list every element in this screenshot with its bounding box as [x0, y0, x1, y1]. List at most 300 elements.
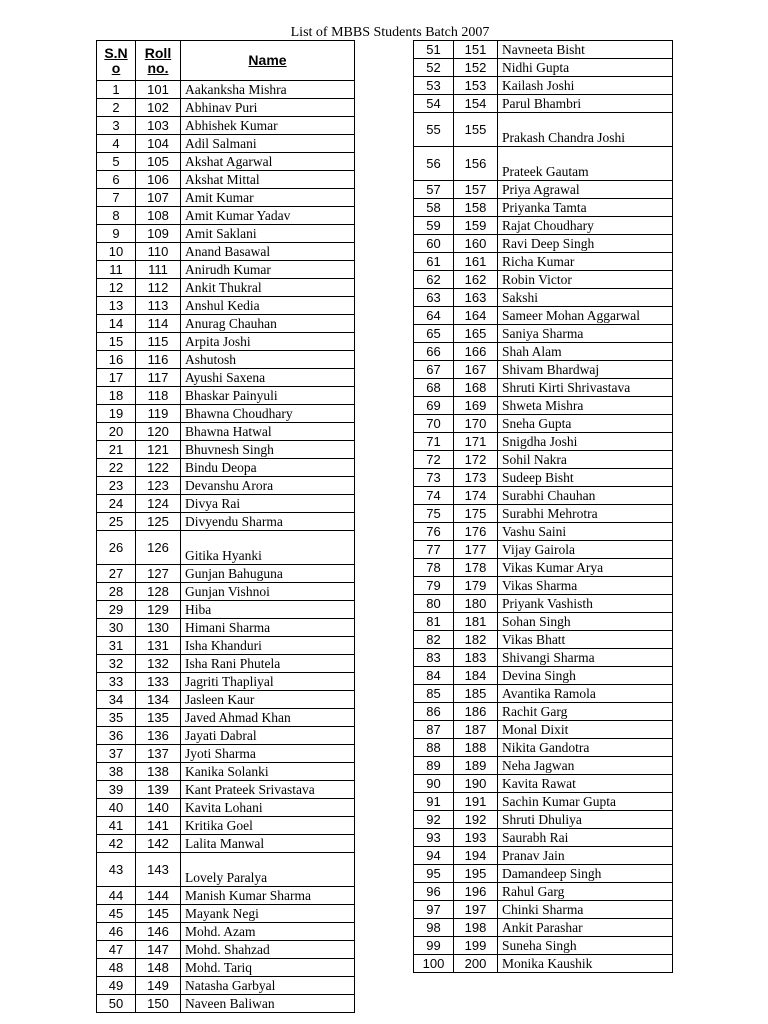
table-row — [414, 559, 673, 577]
table-row — [414, 361, 673, 379]
serial-number-cell: 28 — [97, 583, 136, 601]
student-name-cell: Sohil Nakra — [498, 451, 673, 469]
serial-number-cell: 71 — [414, 433, 454, 451]
serial-number-cell: 47 — [97, 941, 136, 959]
roll-number-cell: 149 — [136, 977, 181, 995]
table-row — [97, 189, 355, 207]
serial-number-cell: 18 — [97, 387, 136, 405]
serial-number-cell: 65 — [414, 325, 454, 343]
student-name-cell: Amit Kumar Yadav — [181, 207, 355, 225]
table-row — [97, 673, 355, 691]
roll-number-cell: 129 — [136, 601, 181, 619]
student-name-cell: Rachit Garg — [498, 703, 673, 721]
student-name-cell: Kavita Rawat — [498, 775, 673, 793]
serial-number-cell: 93 — [414, 829, 454, 847]
student-name-cell: Akshat Agarwal — [181, 153, 355, 171]
serial-number-cell: 13 — [97, 297, 136, 315]
student-name-cell: Kritika Goel — [181, 817, 355, 835]
student-name-cell: Sameer Mohan Aggarwal — [498, 307, 673, 325]
table-row — [97, 835, 355, 853]
page-title: List of MBBS Students Batch 2007 — [290, 25, 490, 40]
roll-number-cell: 157 — [454, 181, 498, 199]
serial-number-cell: 72 — [414, 451, 454, 469]
student-name-cell: Rahul Garg — [498, 883, 673, 901]
serial-number-cell: 97 — [414, 901, 454, 919]
roll-number-cell: 167 — [454, 361, 498, 379]
table-row — [414, 289, 673, 307]
roll-number-cell: 145 — [136, 905, 181, 923]
roll-number-cell: 126 — [136, 531, 181, 565]
roll-number-cell: 102 — [136, 99, 181, 117]
student-name-cell: Robin Victor — [498, 271, 673, 289]
table-row — [414, 217, 673, 235]
table-row — [97, 763, 355, 781]
student-name-cell: Neha Jagwan — [498, 757, 673, 775]
student-name-cell: Devanshu Arora — [181, 477, 355, 495]
roll-number-cell: 141 — [136, 817, 181, 835]
serial-number-cell: 5 — [97, 153, 136, 171]
student-name-cell: Anshul Kedia — [181, 297, 355, 315]
student-name-cell: Nidhi Gupta — [498, 59, 673, 77]
serial-number-cell: 77 — [414, 541, 454, 559]
roll-number-cell: 133 — [136, 673, 181, 691]
table-row — [97, 279, 355, 297]
serial-number-cell: 19 — [97, 405, 136, 423]
roll-number-cell: 186 — [454, 703, 498, 721]
roll-number-cell: 193 — [454, 829, 498, 847]
table-row — [414, 793, 673, 811]
student-name-cell: Sachin Kumar Gupta — [498, 793, 673, 811]
student-name-cell: Sakshi — [498, 289, 673, 307]
student-name-cell: Shweta Mishra — [498, 397, 673, 415]
roll-number-cell: 122 — [136, 459, 181, 477]
student-name-cell: Javed Ahmad Khan — [181, 709, 355, 727]
student-name-cell: Aakanksha Mishra — [181, 81, 355, 99]
table-row — [97, 153, 355, 171]
header-sno — [97, 41, 136, 81]
roll-number-cell: 144 — [136, 887, 181, 905]
serial-number-cell: 89 — [414, 757, 454, 775]
roll-number-cell: 101 — [136, 81, 181, 99]
roll-number-cell: 119 — [136, 405, 181, 423]
student-name-cell: Prakash Chandra Joshi — [498, 113, 673, 147]
serial-number-cell: 17 — [97, 369, 136, 387]
student-name-cell: Priyanka Tamta — [498, 199, 673, 217]
students-table-left — [96, 40, 355, 1013]
student-name-cell: Manish Kumar Sharma — [181, 887, 355, 905]
table-row — [414, 685, 673, 703]
roll-number-cell: 194 — [454, 847, 498, 865]
table-row — [414, 433, 673, 451]
student-name-cell: Gitika Hyanki — [181, 531, 355, 565]
roll-number-cell: 175 — [454, 505, 498, 523]
student-name-cell: Suneha Singh — [498, 937, 673, 955]
table-row — [414, 883, 673, 901]
roll-number-cell: 137 — [136, 745, 181, 763]
student-name-cell: Amit Saklani — [181, 225, 355, 243]
table-row — [414, 667, 673, 685]
serial-number-cell: 66 — [414, 343, 454, 361]
roll-number-cell: 161 — [454, 253, 498, 271]
student-name-cell: Saniya Sharma — [498, 325, 673, 343]
student-name-cell: Nikita Gandotra — [498, 739, 673, 757]
table-row — [414, 595, 673, 613]
roll-number-cell: 111 — [136, 261, 181, 279]
serial-number-cell: 59 — [414, 217, 454, 235]
roll-number-cell: 123 — [136, 477, 181, 495]
roll-number-cell: 159 — [454, 217, 498, 235]
serial-number-cell: 37 — [97, 745, 136, 763]
table-row — [414, 649, 673, 667]
serial-number-cell: 95 — [414, 865, 454, 883]
roll-number-cell: 181 — [454, 613, 498, 631]
student-name-cell: Mohd. Shahzad — [181, 941, 355, 959]
student-name-cell: Bhuvnesh Singh — [181, 441, 355, 459]
serial-number-cell: 24 — [97, 495, 136, 513]
table-row — [414, 739, 673, 757]
table-row — [414, 307, 673, 325]
table-row — [97, 799, 355, 817]
table-row — [97, 315, 355, 333]
serial-number-cell: 70 — [414, 415, 454, 433]
roll-number-cell: 190 — [454, 775, 498, 793]
serial-number-cell: 55 — [414, 113, 454, 147]
student-name-cell: Isha Khanduri — [181, 637, 355, 655]
serial-number-cell: 50 — [97, 995, 136, 1013]
serial-number-cell: 20 — [97, 423, 136, 441]
student-name-cell: Anurag Chauhan — [181, 315, 355, 333]
table-row — [97, 601, 355, 619]
roll-number-cell: 135 — [136, 709, 181, 727]
roll-number-cell: 165 — [454, 325, 498, 343]
table-row — [97, 513, 355, 531]
serial-number-cell: 22 — [97, 459, 136, 477]
roll-number-cell: 121 — [136, 441, 181, 459]
table-row — [414, 325, 673, 343]
serial-number-cell: 75 — [414, 505, 454, 523]
serial-number-cell: 98 — [414, 919, 454, 937]
serial-number-cell: 16 — [97, 351, 136, 369]
table-row — [97, 583, 355, 601]
student-name-cell: Bindu Deopa — [181, 459, 355, 477]
roll-number-cell: 179 — [454, 577, 498, 595]
serial-number-cell: 83 — [414, 649, 454, 667]
student-name-cell: Bhaskar Painyuli — [181, 387, 355, 405]
student-name-cell: Vikas Kumar Arya — [498, 559, 673, 577]
serial-number-cell: 100 — [414, 955, 454, 973]
table-row — [414, 919, 673, 937]
student-name-cell: Kavita Lohani — [181, 799, 355, 817]
student-name-cell: Jayati Dabral — [181, 727, 355, 745]
roll-number-cell: 191 — [454, 793, 498, 811]
serial-number-cell: 96 — [414, 883, 454, 901]
serial-number-cell: 45 — [97, 905, 136, 923]
serial-number-cell: 82 — [414, 631, 454, 649]
serial-number-cell: 15 — [97, 333, 136, 351]
roll-number-cell: 125 — [136, 513, 181, 531]
table-row — [414, 271, 673, 289]
serial-number-cell: 52 — [414, 59, 454, 77]
table-row — [97, 781, 355, 799]
roll-number-cell: 196 — [454, 883, 498, 901]
table-row — [97, 441, 355, 459]
student-name-cell: Gunjan Bahuguna — [181, 565, 355, 583]
table-row — [414, 901, 673, 919]
serial-number-cell: 88 — [414, 739, 454, 757]
roll-number-cell: 115 — [136, 333, 181, 351]
serial-number-cell: 64 — [414, 307, 454, 325]
table-row — [97, 817, 355, 835]
table-row — [97, 709, 355, 727]
student-name-cell: Amit Kumar — [181, 189, 355, 207]
student-name-cell: Gunjan Vishnoi — [181, 583, 355, 601]
student-name-cell: Mohd. Azam — [181, 923, 355, 941]
student-name-cell: Shivangi Sharma — [498, 649, 673, 667]
roll-number-cell: 103 — [136, 117, 181, 135]
roll-number-cell: 185 — [454, 685, 498, 703]
roll-number-cell: 152 — [454, 59, 498, 77]
serial-number-cell: 35 — [97, 709, 136, 727]
roll-number-cell: 172 — [454, 451, 498, 469]
roll-number-cell: 132 — [136, 655, 181, 673]
serial-number-cell: 86 — [414, 703, 454, 721]
student-name-cell: Sohan Singh — [498, 613, 673, 631]
student-name-cell: Isha Rani Phutela — [181, 655, 355, 673]
roll-number-cell: 143 — [136, 853, 181, 887]
student-name-cell: Parul Bhambri — [498, 95, 673, 113]
serial-number-cell: 91 — [414, 793, 454, 811]
table-row — [414, 113, 673, 147]
roll-number-cell: 127 — [136, 565, 181, 583]
serial-number-cell: 81 — [414, 613, 454, 631]
serial-number-cell: 23 — [97, 477, 136, 495]
roll-number-cell: 153 — [454, 77, 498, 95]
student-name-cell: Shivam Bhardwaj — [498, 361, 673, 379]
student-name-cell: Abhinav Puri — [181, 99, 355, 117]
serial-number-cell: 44 — [97, 887, 136, 905]
student-name-cell: Sneha Gupta — [498, 415, 673, 433]
roll-number-cell: 177 — [454, 541, 498, 559]
table-row — [97, 727, 355, 745]
table-row — [414, 451, 673, 469]
serial-number-cell: 36 — [97, 727, 136, 745]
table-row — [97, 405, 355, 423]
serial-number-cell: 53 — [414, 77, 454, 95]
roll-number-cell: 116 — [136, 351, 181, 369]
roll-number-cell: 106 — [136, 171, 181, 189]
serial-number-cell: 11 — [97, 261, 136, 279]
student-name-cell: Devina Singh — [498, 667, 673, 685]
roll-number-cell: 134 — [136, 691, 181, 709]
table-row — [414, 955, 673, 973]
serial-number-cell: 6 — [97, 171, 136, 189]
table-row — [97, 351, 355, 369]
table-row — [97, 261, 355, 279]
serial-number-cell: 43 — [97, 853, 136, 887]
student-name-cell: Divyendu Sharma — [181, 513, 355, 531]
student-name-cell: Ankit Thukral — [181, 279, 355, 297]
table-row — [414, 613, 673, 631]
student-name-cell: Anirudh Kumar — [181, 261, 355, 279]
table-row — [97, 207, 355, 225]
student-name-cell: Bhawna Choudhary — [181, 405, 355, 423]
student-name-cell: Avantika Ramola — [498, 685, 673, 703]
header-roll-line1: Roll — [144, 44, 172, 61]
roll-number-cell: 112 — [136, 279, 181, 297]
student-name-cell: Ankit Parashar — [498, 919, 673, 937]
table-row — [414, 147, 673, 181]
header-roll — [136, 41, 181, 81]
roll-number-cell: 105 — [136, 153, 181, 171]
serial-number-cell: 42 — [97, 835, 136, 853]
serial-number-cell: 80 — [414, 595, 454, 613]
table-row — [97, 135, 355, 153]
serial-number-cell: 57 — [414, 181, 454, 199]
roll-number-cell: 200 — [454, 955, 498, 973]
table-row — [97, 655, 355, 673]
table-row — [414, 199, 673, 217]
roll-number-cell: 192 — [454, 811, 498, 829]
roll-number-cell: 164 — [454, 307, 498, 325]
student-name-cell: Sudeep Bisht — [498, 469, 673, 487]
table-row — [97, 243, 355, 261]
table-row — [414, 811, 673, 829]
table-row — [97, 637, 355, 655]
table-row — [414, 937, 673, 955]
roll-number-cell: 173 — [454, 469, 498, 487]
student-name-cell: Akshat Mittal — [181, 171, 355, 189]
table-row — [414, 703, 673, 721]
serial-number-cell: 68 — [414, 379, 454, 397]
serial-number-cell: 46 — [97, 923, 136, 941]
serial-number-cell: 76 — [414, 523, 454, 541]
serial-number-cell: 40 — [97, 799, 136, 817]
student-name-cell: Shah Alam — [498, 343, 673, 361]
header-roll-line2: no. — [147, 59, 169, 76]
table-row — [97, 81, 355, 99]
serial-number-cell: 92 — [414, 811, 454, 829]
header-name: Name — [181, 41, 355, 81]
table-row — [414, 775, 673, 793]
serial-number-cell: 67 — [414, 361, 454, 379]
student-name-cell: Divya Rai — [181, 495, 355, 513]
student-name-cell: Vikas Sharma — [498, 577, 673, 595]
serial-number-cell: 31 — [97, 637, 136, 655]
serial-number-cell: 3 — [97, 117, 136, 135]
student-name-cell: Vashu Saini — [498, 523, 673, 541]
student-name-cell: Kanika Solanki — [181, 763, 355, 781]
table-body-right — [414, 41, 673, 973]
roll-number-cell: 104 — [136, 135, 181, 153]
student-name-cell: Jyoti Sharma — [181, 745, 355, 763]
serial-number-cell: 9 — [97, 225, 136, 243]
roll-number-cell: 130 — [136, 619, 181, 637]
table-row — [414, 757, 673, 775]
roll-number-cell: 155 — [454, 113, 498, 147]
roll-number-cell: 174 — [454, 487, 498, 505]
serial-number-cell: 84 — [414, 667, 454, 685]
roll-number-cell: 113 — [136, 297, 181, 315]
roll-number-cell: 189 — [454, 757, 498, 775]
serial-number-cell: 27 — [97, 565, 136, 583]
roll-number-cell: 163 — [454, 289, 498, 307]
serial-number-cell: 25 — [97, 513, 136, 531]
roll-number-cell: 182 — [454, 631, 498, 649]
roll-number-cell: 176 — [454, 523, 498, 541]
roll-number-cell: 183 — [454, 649, 498, 667]
student-name-cell: Naveen Baliwan — [181, 995, 355, 1013]
table-row — [414, 865, 673, 883]
roll-number-cell: 128 — [136, 583, 181, 601]
table-row — [97, 565, 355, 583]
table-row — [97, 225, 355, 243]
roll-number-cell: 108 — [136, 207, 181, 225]
roll-number-cell: 199 — [454, 937, 498, 955]
table-row — [97, 171, 355, 189]
serial-number-cell: 90 — [414, 775, 454, 793]
student-name-cell: Surabhi Mehrotra — [498, 505, 673, 523]
roll-number-cell: 146 — [136, 923, 181, 941]
table-row — [97, 853, 355, 887]
table-row — [414, 77, 673, 95]
student-name-cell: Lalita Manwal — [181, 835, 355, 853]
roll-number-cell: 168 — [454, 379, 498, 397]
serial-number-cell: 94 — [414, 847, 454, 865]
roll-number-cell: 170 — [454, 415, 498, 433]
student-name-cell: Monal Dixit — [498, 721, 673, 739]
serial-number-cell: 4 — [97, 135, 136, 153]
table-row — [97, 619, 355, 637]
roll-number-cell: 148 — [136, 959, 181, 977]
table-row — [97, 977, 355, 995]
table-row — [97, 387, 355, 405]
student-name-cell: Monika Kaushik — [498, 955, 673, 973]
table-row — [414, 541, 673, 559]
serial-number-cell: 63 — [414, 289, 454, 307]
serial-number-cell: 12 — [97, 279, 136, 297]
roll-number-cell: 171 — [454, 433, 498, 451]
roll-number-cell: 142 — [136, 835, 181, 853]
student-name-cell: Arpita Joshi — [181, 333, 355, 351]
student-name-cell: Rajat Choudhary — [498, 217, 673, 235]
table-row — [414, 847, 673, 865]
roll-number-cell: 107 — [136, 189, 181, 207]
roll-number-cell: 109 — [136, 225, 181, 243]
table-row — [97, 423, 355, 441]
student-name-cell: Ayushi Saxena — [181, 369, 355, 387]
serial-number-cell: 34 — [97, 691, 136, 709]
serial-number-cell: 51 — [414, 41, 454, 59]
serial-number-cell: 60 — [414, 235, 454, 253]
roll-number-cell: 158 — [454, 199, 498, 217]
student-name-cell: Vijay Gairola — [498, 541, 673, 559]
table-row — [97, 99, 355, 117]
serial-number-cell: 26 — [97, 531, 136, 565]
student-name-cell: Snigdha Joshi — [498, 433, 673, 451]
table-row — [97, 959, 355, 977]
table-row — [414, 253, 673, 271]
roll-number-cell: 156 — [454, 147, 498, 181]
serial-number-cell: 8 — [97, 207, 136, 225]
table-row — [414, 577, 673, 595]
roll-number-cell: 131 — [136, 637, 181, 655]
roll-number-cell: 188 — [454, 739, 498, 757]
table-row — [97, 923, 355, 941]
table-row — [414, 487, 673, 505]
serial-number-cell: 21 — [97, 441, 136, 459]
student-name-cell: Priyank Vashisth — [498, 595, 673, 613]
student-name-cell: Damandeep Singh — [498, 865, 673, 883]
